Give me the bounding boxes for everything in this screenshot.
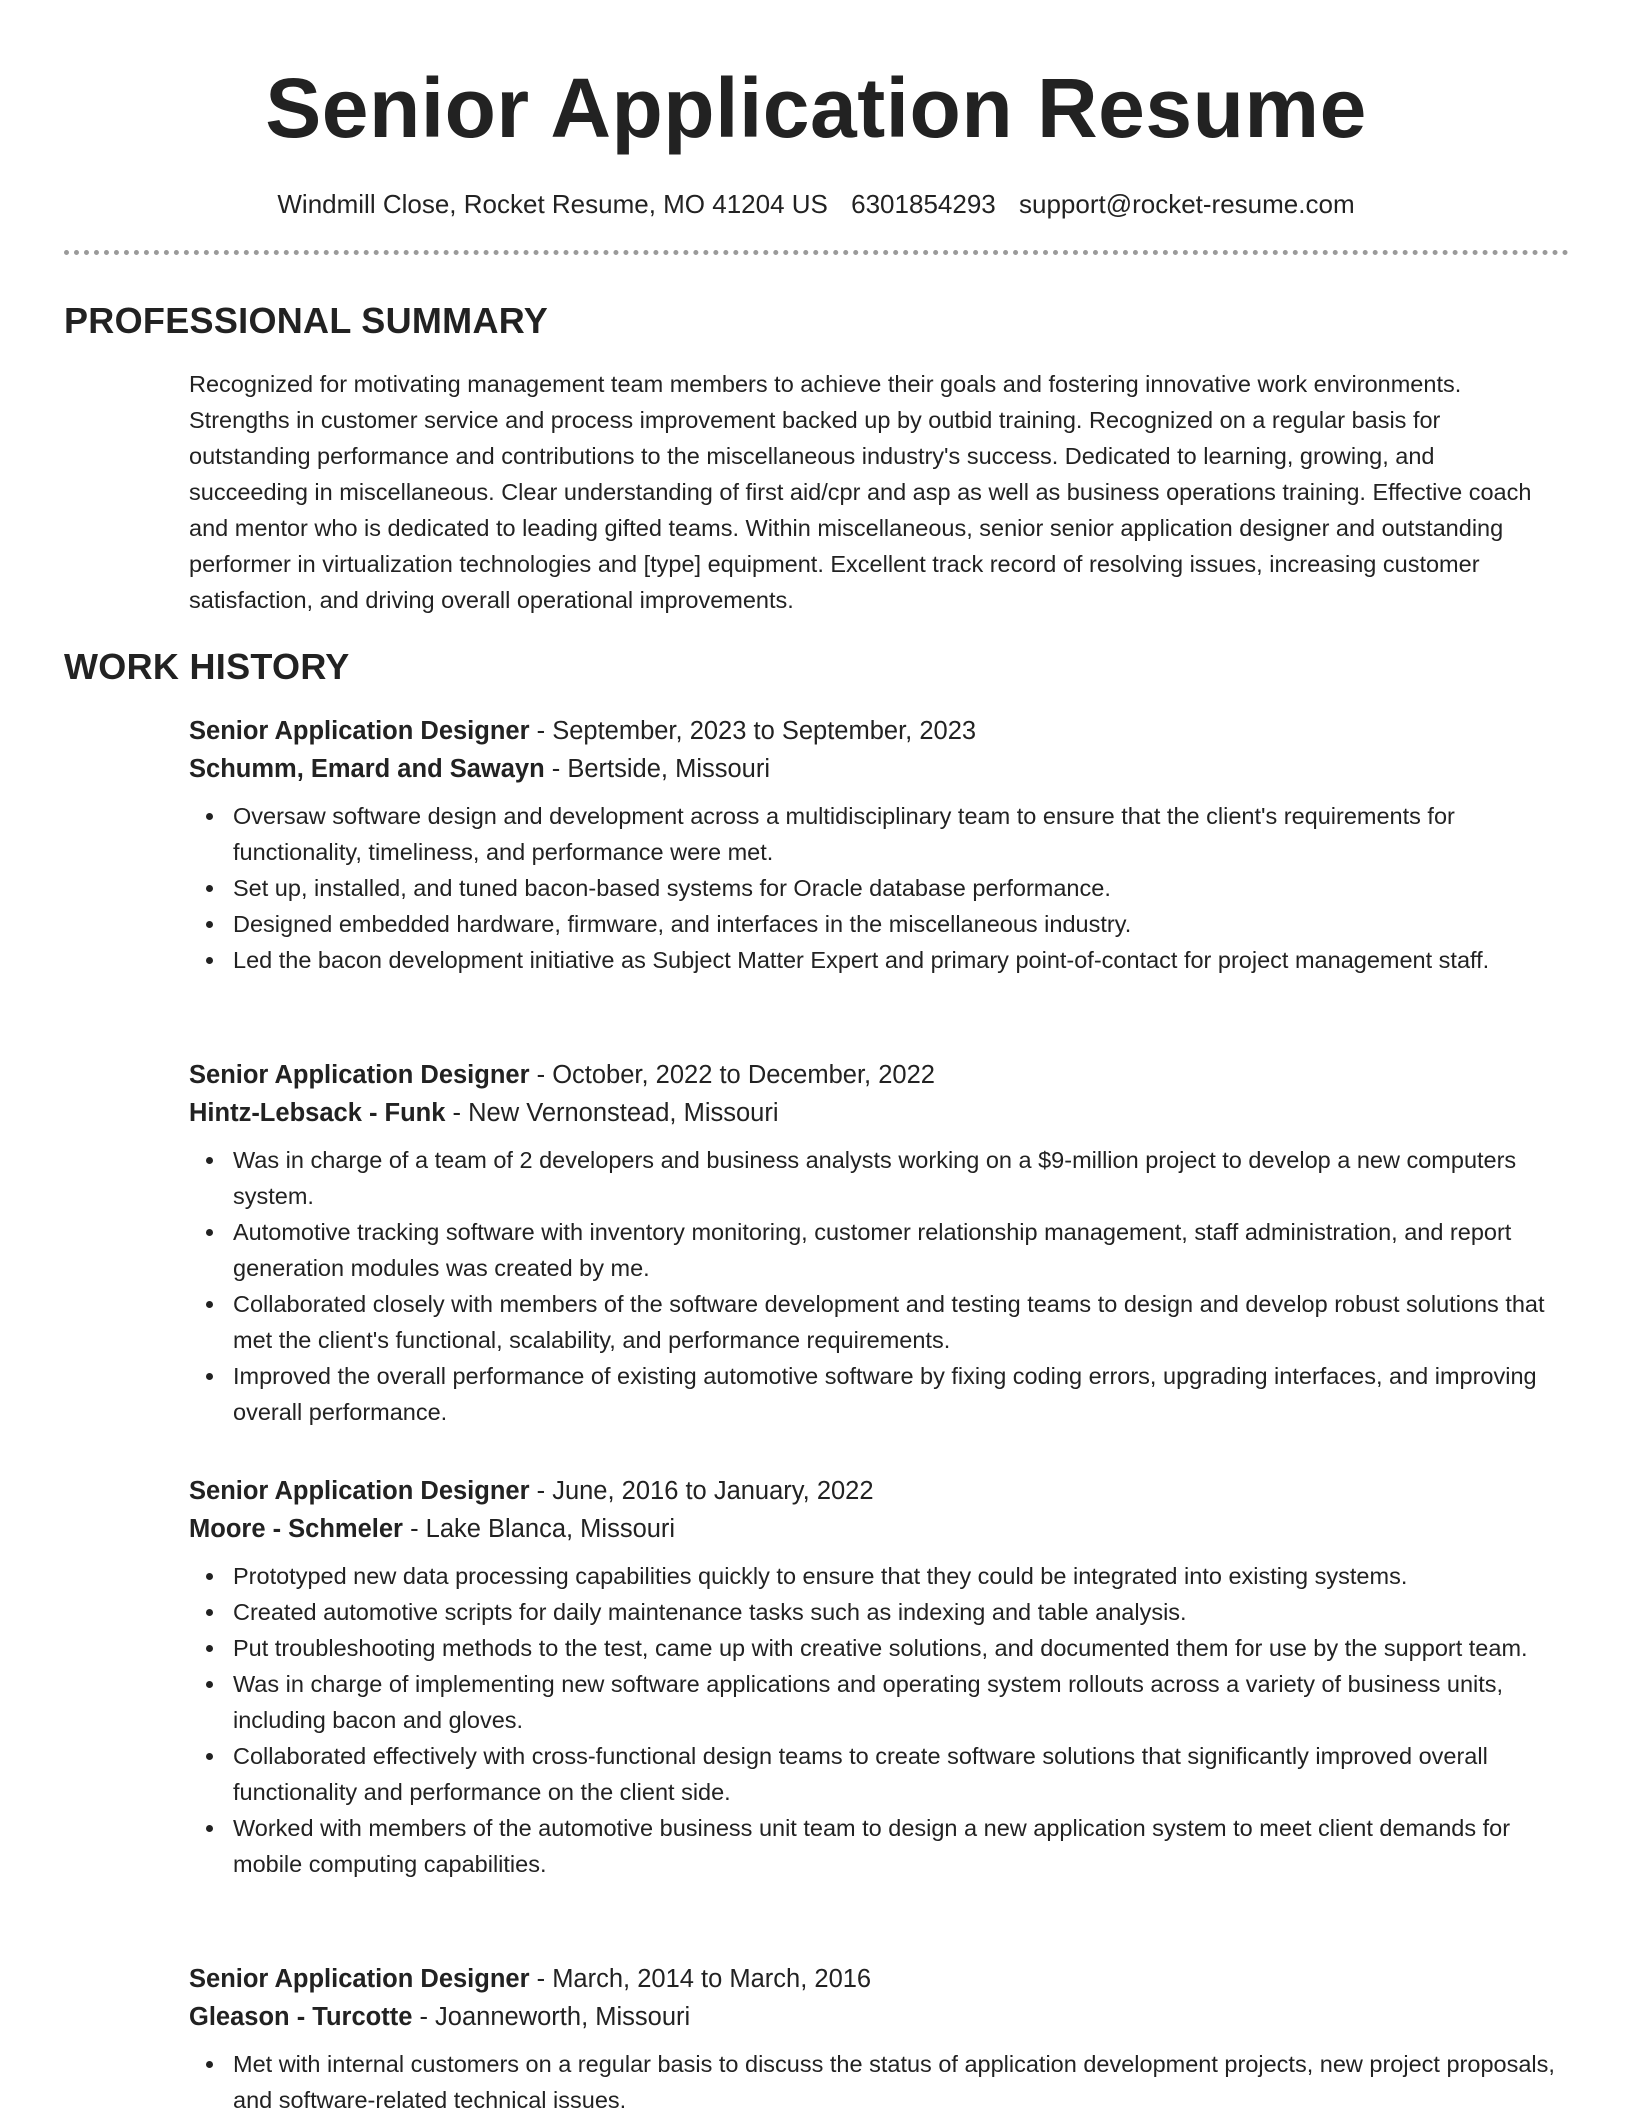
job-title-line <box>189 712 1569 750</box>
contact-phone: 6301854293 <box>851 189 996 219</box>
job-bullet: Oversaw software design and development across a multidisciplinary team to ensure that the client's requirements for functionality, timeliness, and performance were met. <box>233 798 1569 870</box>
job-bullet: Put troubleshooting methods to the test, came up with creative solutions, and documented them for use by the support team. <box>233 1630 1569 1666</box>
resume-header <box>0 0 1632 220</box>
job-company-line <box>189 1998 1569 2036</box>
job-bullet: Set up, installed, and tuned bacon-based systems for Oracle database performance. <box>233 870 1569 906</box>
summary-heading: PROFESSIONAL SUMMARY <box>64 300 549 341</box>
job-bullet: Collaborated closely with members of the software development and testing teams to design and develop robust solutions that met the client's functional, scalability, and performance requirements. <box>233 1286 1569 1358</box>
job-location: - New Vernonstead, Missouri <box>445 1099 779 1127</box>
job-bullet: Automotive tracking software with inventory monitoring, customer relationship management, staff administration, and report generation modules was created by me. <box>233 1214 1569 1286</box>
job-dates: - September, 2023 to September, 2023 <box>529 717 977 745</box>
contact-line <box>0 188 1632 220</box>
job-bullet: Worked with members of the automotive business unit team to design a new application system to meet client demands for mobile computing capabilities. <box>233 1810 1569 1882</box>
job-title: Senior Application Designer <box>189 717 530 745</box>
contact-email: support@rocket-resume.com <box>1018 189 1355 219</box>
job-bullets <box>189 798 1569 978</box>
job-company: Schumm, Emard and Sawayn <box>189 755 545 783</box>
job-bullet: Was in charge of a team of 2 developers and business analysts working on a $9-million project to develop a new computers system. <box>233 1142 1569 1214</box>
header-divider <box>64 250 1569 255</box>
job-bullet: Led the bacon development initiative as Subject Matter Expert and primary point-of-contact for project management staff. <box>233 942 1569 978</box>
job-bullet: Was in charge of implementing new software applications and operating system rollouts across a variety of business units, including bacon and gloves. <box>233 1666 1569 1738</box>
summary-text: Recognized for motivating management team members to achieve their goals and fostering innovative work environments. Strengths in customer service and process improvement backed up by outbid training. Recognized on a regular basis for outstanding performance and contributions to the miscellaneous industry's success. Dedicated to learning, growing, and succeeding in miscellaneous. Clear understanding of first aid/cpr and asp as well as business operations training. Effective coach and mentor who is dedicated to leading gifted teams. Within miscellaneous, senior senior application designer and outstanding performer in virtualization technologies and [type] equipment. Excellent track record of resolving issues, increasing customer satisfaction, and driving overall operational improvements. <box>189 371 1532 613</box>
job-location: - Bertside, Missouri <box>544 755 771 783</box>
job-dates: - October, 2022 to December, 2022 <box>529 1061 935 1089</box>
job-title-line <box>189 1960 1569 1998</box>
job-entry <box>189 1472 1569 1882</box>
job-bullet: Designed embedded hardware, firmware, and interfaces in the miscellaneous industry. <box>233 906 1569 942</box>
job-entry <box>189 712 1569 978</box>
job-bullet: Improved the overall performance of existing automotive software by fixing coding errors, upgrading interfaces, and improving overall performance. <box>233 1358 1569 1430</box>
job-dates: - March, 2014 to March, 2016 <box>529 1965 872 1993</box>
job-company-line <box>189 1510 1569 1548</box>
job-bullet: Met with internal customers on a regular basis to discuss the status of application development projects, new project proposals, and software-related technical issues. <box>233 2046 1569 2112</box>
job-entry <box>189 1056 1569 1430</box>
job-bullet: Prototyped new data processing capabilities quickly to ensure that they could be integrated into existing systems. <box>233 1558 1569 1594</box>
job-company-line <box>189 1094 1569 1132</box>
job-company-line <box>189 750 1569 788</box>
work-history-heading: WORK HISTORY <box>64 646 350 687</box>
job-company: Gleason - Turcotte <box>189 2003 413 2031</box>
job-dates: - June, 2016 to January, 2022 <box>529 1477 874 1505</box>
job-bullets <box>189 2046 1569 2112</box>
contact-address: Windmill Close, Rocket Resume, MO 41204 US <box>277 189 828 219</box>
job-location: - Joanneworth, Missouri <box>412 2003 691 2031</box>
job-company: Hintz-Lebsack - Funk <box>189 1099 446 1127</box>
job-bullets <box>189 1558 1569 1882</box>
job-bullet: Collaborated effectively with cross-functional design teams to create software solutions that significantly improved overall functionality and performance on the client side. <box>233 1738 1569 1810</box>
job-bullets <box>189 1142 1569 1430</box>
job-title: Senior Application Designer <box>189 1477 530 1505</box>
job-bullet: Created automotive scripts for daily maintenance tasks such as indexing and table analysis. <box>233 1594 1569 1630</box>
job-company: Moore - Schmeler <box>189 1515 403 1543</box>
job-title: Senior Application Designer <box>189 1965 530 1993</box>
job-title: Senior Application Designer <box>189 1061 530 1089</box>
job-entry <box>189 1960 1569 2112</box>
job-location: - Lake Blanca, Missouri <box>402 1515 676 1543</box>
resume-name: Senior Application Resume <box>265 61 1367 155</box>
job-title-line <box>189 1472 1569 1510</box>
job-title-line <box>189 1056 1569 1094</box>
